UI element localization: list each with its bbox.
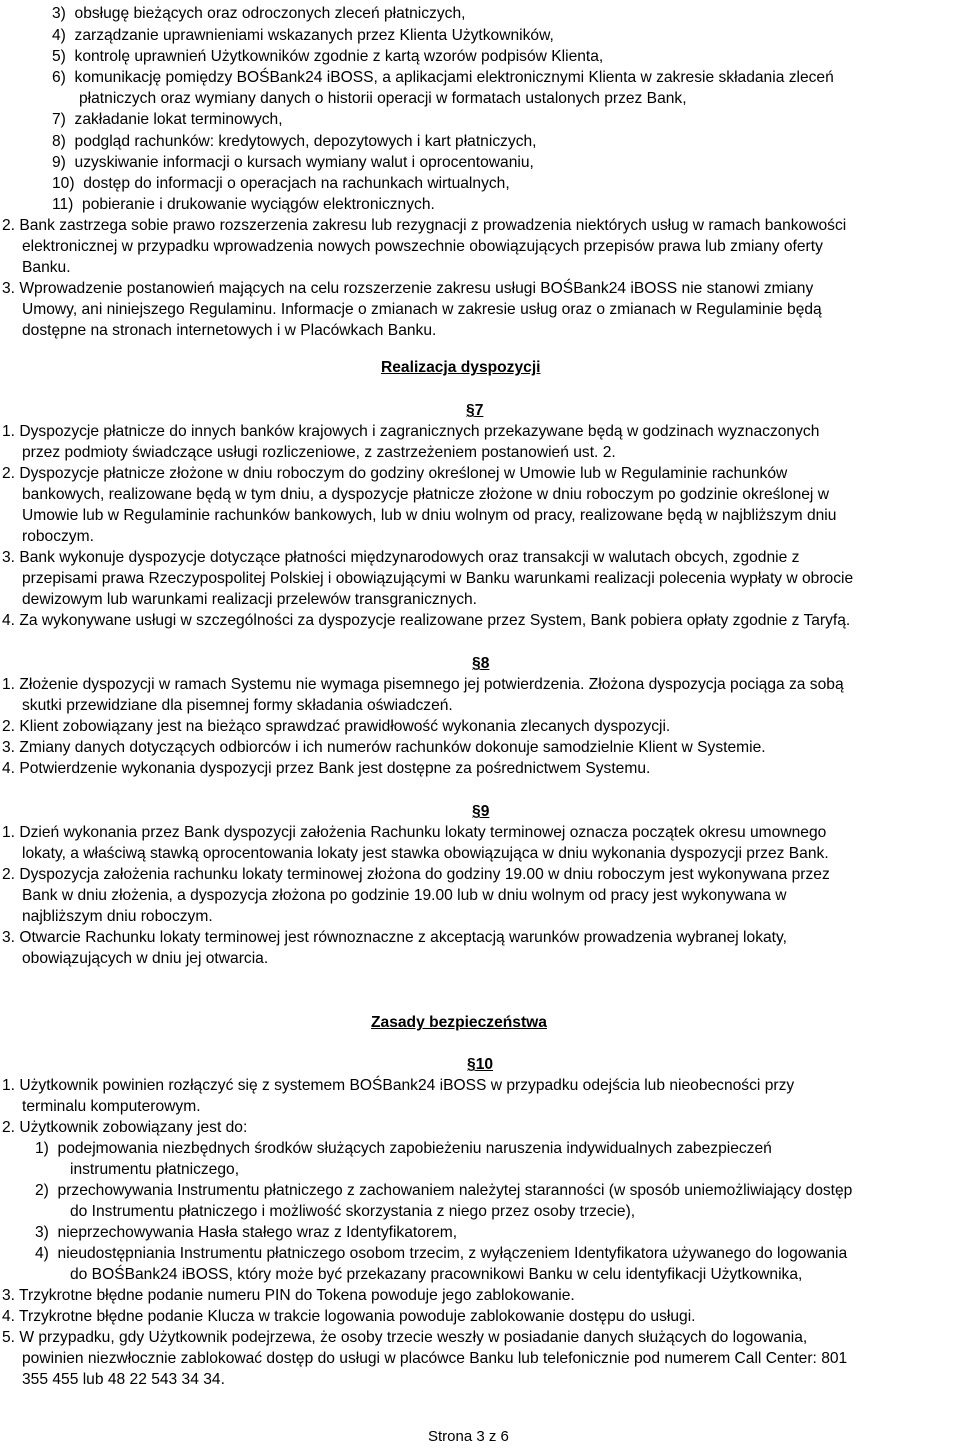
paragraph-line: 4. Potwierdzenie wykonania dyspozycji przez Bank jest dostępne za pośrednictwem Systemu. — [2, 760, 651, 777]
section-heading: Realizacja dyspozycji — [381, 359, 541, 376]
paragraph-line: 5. W przypadku, gdy Użytkownik podejrzewa, że osoby trzecie weszły w posiadanie danych służących do logowania, — [2, 1329, 808, 1346]
list-item: 11) pobieranie i drukowanie wyciągów elektronicznych. — [52, 196, 435, 213]
paragraph-line: 4. Trzykrotne błędne podanie Klucza w trakcie logowania powoduje zablokowanie dostępu do usługi. — [2, 1308, 696, 1325]
list-item-continuation: do Instrumentu płatniczego i możliwość skorzystania z niego przez osoby trzecie), — [70, 1203, 636, 1220]
section-number: §10 — [467, 1056, 494, 1073]
paragraph-line: 1. Użytkownik powinien rozłączyć się z systemem BOŚBank24 iBOSS w przypadku odejścia lub nieobecności przy — [2, 1077, 795, 1094]
paragraph-line: Umowy, ani niniejszego Regulaminu. Informacje o zmianach w zakresie usług oraz o zmianach w Regulaminie będą — [22, 301, 822, 318]
paragraph-line: 3. Otwarcie Rachunku lokaty terminowej jest równoznaczne z akceptacją warunków prowadzenia wybranej lokaty, — [2, 929, 787, 946]
paragraph-line: Bank w dniu złożenia, a dyspozycja złożona po godzinie 19.00 lub w dniu wolnym od pracy jest wykonywana w — [22, 887, 787, 904]
list-item: 4) zarządzanie uprawnieniami wskazanych przez Klienta Użytkowników, — [52, 27, 554, 44]
list-item: 4) nieudostępniania Instrumentu płatniczego osobom trzecim, z wyłączeniem Identyfikatora używanego do logowania — [35, 1245, 848, 1262]
list-item: 7) zakładanie lokat terminowych, — [52, 111, 283, 128]
section-heading: Zasady bezpieczeństwa — [371, 1014, 547, 1031]
paragraph-line: lokaty, a właściwą stawką oprocentowania lokaty jest stawka obowiązująca w dniu wykonania dyspozycji przez Bank. — [22, 845, 829, 862]
paragraph-line: obowiązujących w dniu jej otwarcia. — [22, 950, 269, 967]
paragraph-line: przez podmioty świadczące usługi rozliczeniowe, z zastrzeżeniem postanowień ust. 2. — [22, 444, 616, 461]
paragraph-line: 1. Złożenie dyspozycji w ramach Systemu nie wymaga pisemnego jej potwierdzenia. Złożona dyspozycja pociąga za sobą — [2, 676, 844, 693]
paragraph-line: przepisami prawa Rzeczypospolitej Polskiej i obowiązującymi w Banku warunkami realizacji polecenia wypłaty w obrocie — [22, 570, 854, 587]
paragraph-line: skutki przewidziane dla pisemnej formy składania oświadczeń. — [22, 697, 453, 714]
paragraph-line: terminalu komputerowym. — [22, 1098, 201, 1115]
paragraph-line: 3. Trzykrotne błędne podanie numeru PIN do Tokena powoduje jego zablokowanie. — [2, 1287, 575, 1304]
list-item: 3) nieprzechowywania Hasła stałego wraz z Identyfikatorem, — [35, 1224, 458, 1241]
paragraph-line: 1. Dzień wykonania przez Bank dyspozycji założenia Rachunku lokaty terminowej oznacza początek okresu umownego — [2, 824, 827, 841]
list-item: 10) dostęp do informacji o operacjach na rachunkach wirtualnych, — [52, 175, 510, 192]
paragraph-line: roboczym. — [22, 528, 94, 545]
section-number-value: 8 — [480, 655, 490, 672]
list-item-continuation: do BOŚBank24 iBOSS, który może być przekazany pracownikowi Banku w celu identyfikacji Użytkownika, — [70, 1266, 803, 1283]
paragraph-line: bankowych, realizowane będą w tym dniu, a dyspozycje płatnicze złożone w dniu roboczym po godzinie określonej w — [22, 486, 829, 503]
page-footer: Strona 3 z 6 — [428, 1428, 509, 1445]
paragraph-line: 3. Bank wykonuje dyspozycje dotyczące płatności międzynarodowych oraz transakcji w walutach obcych, zgodnie z — [2, 549, 800, 566]
paragraph-line: Banku. — [22, 259, 71, 276]
paragraph-line: 355 455 lub 48 22 543 34 34. — [22, 1371, 225, 1388]
paragraph-line: 2. Dyspozycje płatnicze złożone w dniu roboczym do godziny określonej w Umowie lub w Regulaminie rachunków — [2, 465, 788, 482]
section-number-value: 7 — [474, 402, 484, 419]
paragraph-line: dewizowym lub warunkami realizacji przelewów transgranicznych. — [22, 591, 477, 608]
paragraph-line: 2. Użytkownik zobowiązany jest do: — [2, 1119, 248, 1136]
paragraph-line: 2. Bank zastrzega sobie prawo rozszerzenia zakresu lub rezygnacji z prowadzenia niektórych usług w ramach bankowości — [2, 217, 847, 234]
paragraph-line: 3. Zmiany danych dotyczących odbiorców i ich numerów rachunków dokonuje samodzielnie Klient w Systemie. — [2, 739, 766, 756]
section-number: §9 — [472, 803, 490, 820]
paragraph-line: powinien niezwłocznie zablokować dostęp do usługi w placówce Banku lub telefonicznie pod numerem Call Center: 801 — [22, 1350, 848, 1367]
paragraph-line: 3. Wprowadzenie postanowień mających na celu rozszerzenie zakresu usługi BOŚBank24 iBOSS nie stanowi zmiany — [2, 280, 814, 297]
list-item-continuation: instrumentu płatniczego, — [70, 1161, 240, 1178]
list-item: 5) kontrolę uprawnień Użytkowników zgodnie z kartą wzorów podpisów Klienta, — [52, 48, 604, 65]
section-number: §8 — [472, 655, 490, 672]
paragraph-line: 2. Klient zobowiązany jest na bieżąco sprawdzać prawidłowość wykonania zlecanych dyspozycji. — [2, 718, 671, 735]
list-item: 8) podgląd rachunków: kredytowych, depozytowych i kart płatniczych, — [52, 133, 537, 150]
list-item: 3) obsługę bieżących oraz odroczonych zleceń płatniczych, — [52, 5, 466, 22]
paragraph-line: Umowie lub w Regulaminie rachunków bankowych, lub w dniu wolnym od pracy, realizowane będą w najbliższym dniu — [22, 507, 837, 524]
section-number: §7 — [466, 402, 484, 419]
list-item: 6) komunikację pomiędzy BOŚBank24 iBOSS, a aplikacjami elektronicznymi Klienta w zakresie składania zleceń — [52, 69, 834, 86]
section-number-value: 9 — [480, 803, 490, 820]
paragraph-line: 2. Dyspozycja założenia rachunku lokaty terminowej złożona do godziny 19.00 w dniu roboczym jest wykonywana przez — [2, 866, 830, 883]
paragraph-line: 1. Dyspozycje płatnicze do innych banków krajowych i zagranicznych przekazywane będą w godzinach wyznaczonych — [2, 423, 820, 440]
list-item-continuation: płatniczych oraz wymiany danych o historii operacji w formatach ustalonych przez Bank, — [79, 90, 687, 107]
list-item: 9) uzyskiwanie informacji o kursach wymiany walut i oprocentowaniu, — [52, 154, 534, 171]
paragraph-line: najbliższym dniu roboczym. — [22, 908, 213, 925]
list-item: 2) przechowywania Instrumentu płatniczego z zachowaniem należytej staranności (w sposób uniemożliwiający dostęp — [35, 1182, 853, 1199]
list-item: 1) podejmowania niezbędnych środków służących zapobieżeniu naruszenia indywidualnych zabezpieczeń — [35, 1140, 772, 1157]
paragraph-line: elektronicznej w przypadku wprowadzenia nowych powszechnie obowiązujących przepisów prawa lub zmiany oferty — [22, 238, 823, 255]
section-number-value: 10 — [475, 1056, 494, 1073]
paragraph-line: dostępne na stronach internetowych i w Placówkach Banku. — [22, 322, 437, 339]
paragraph-line: 4. Za wykonywane usługi w szczególności za dyspozycje realizowane przez System, Bank pobiera opłaty zgodnie z Taryfą. — [2, 612, 851, 629]
